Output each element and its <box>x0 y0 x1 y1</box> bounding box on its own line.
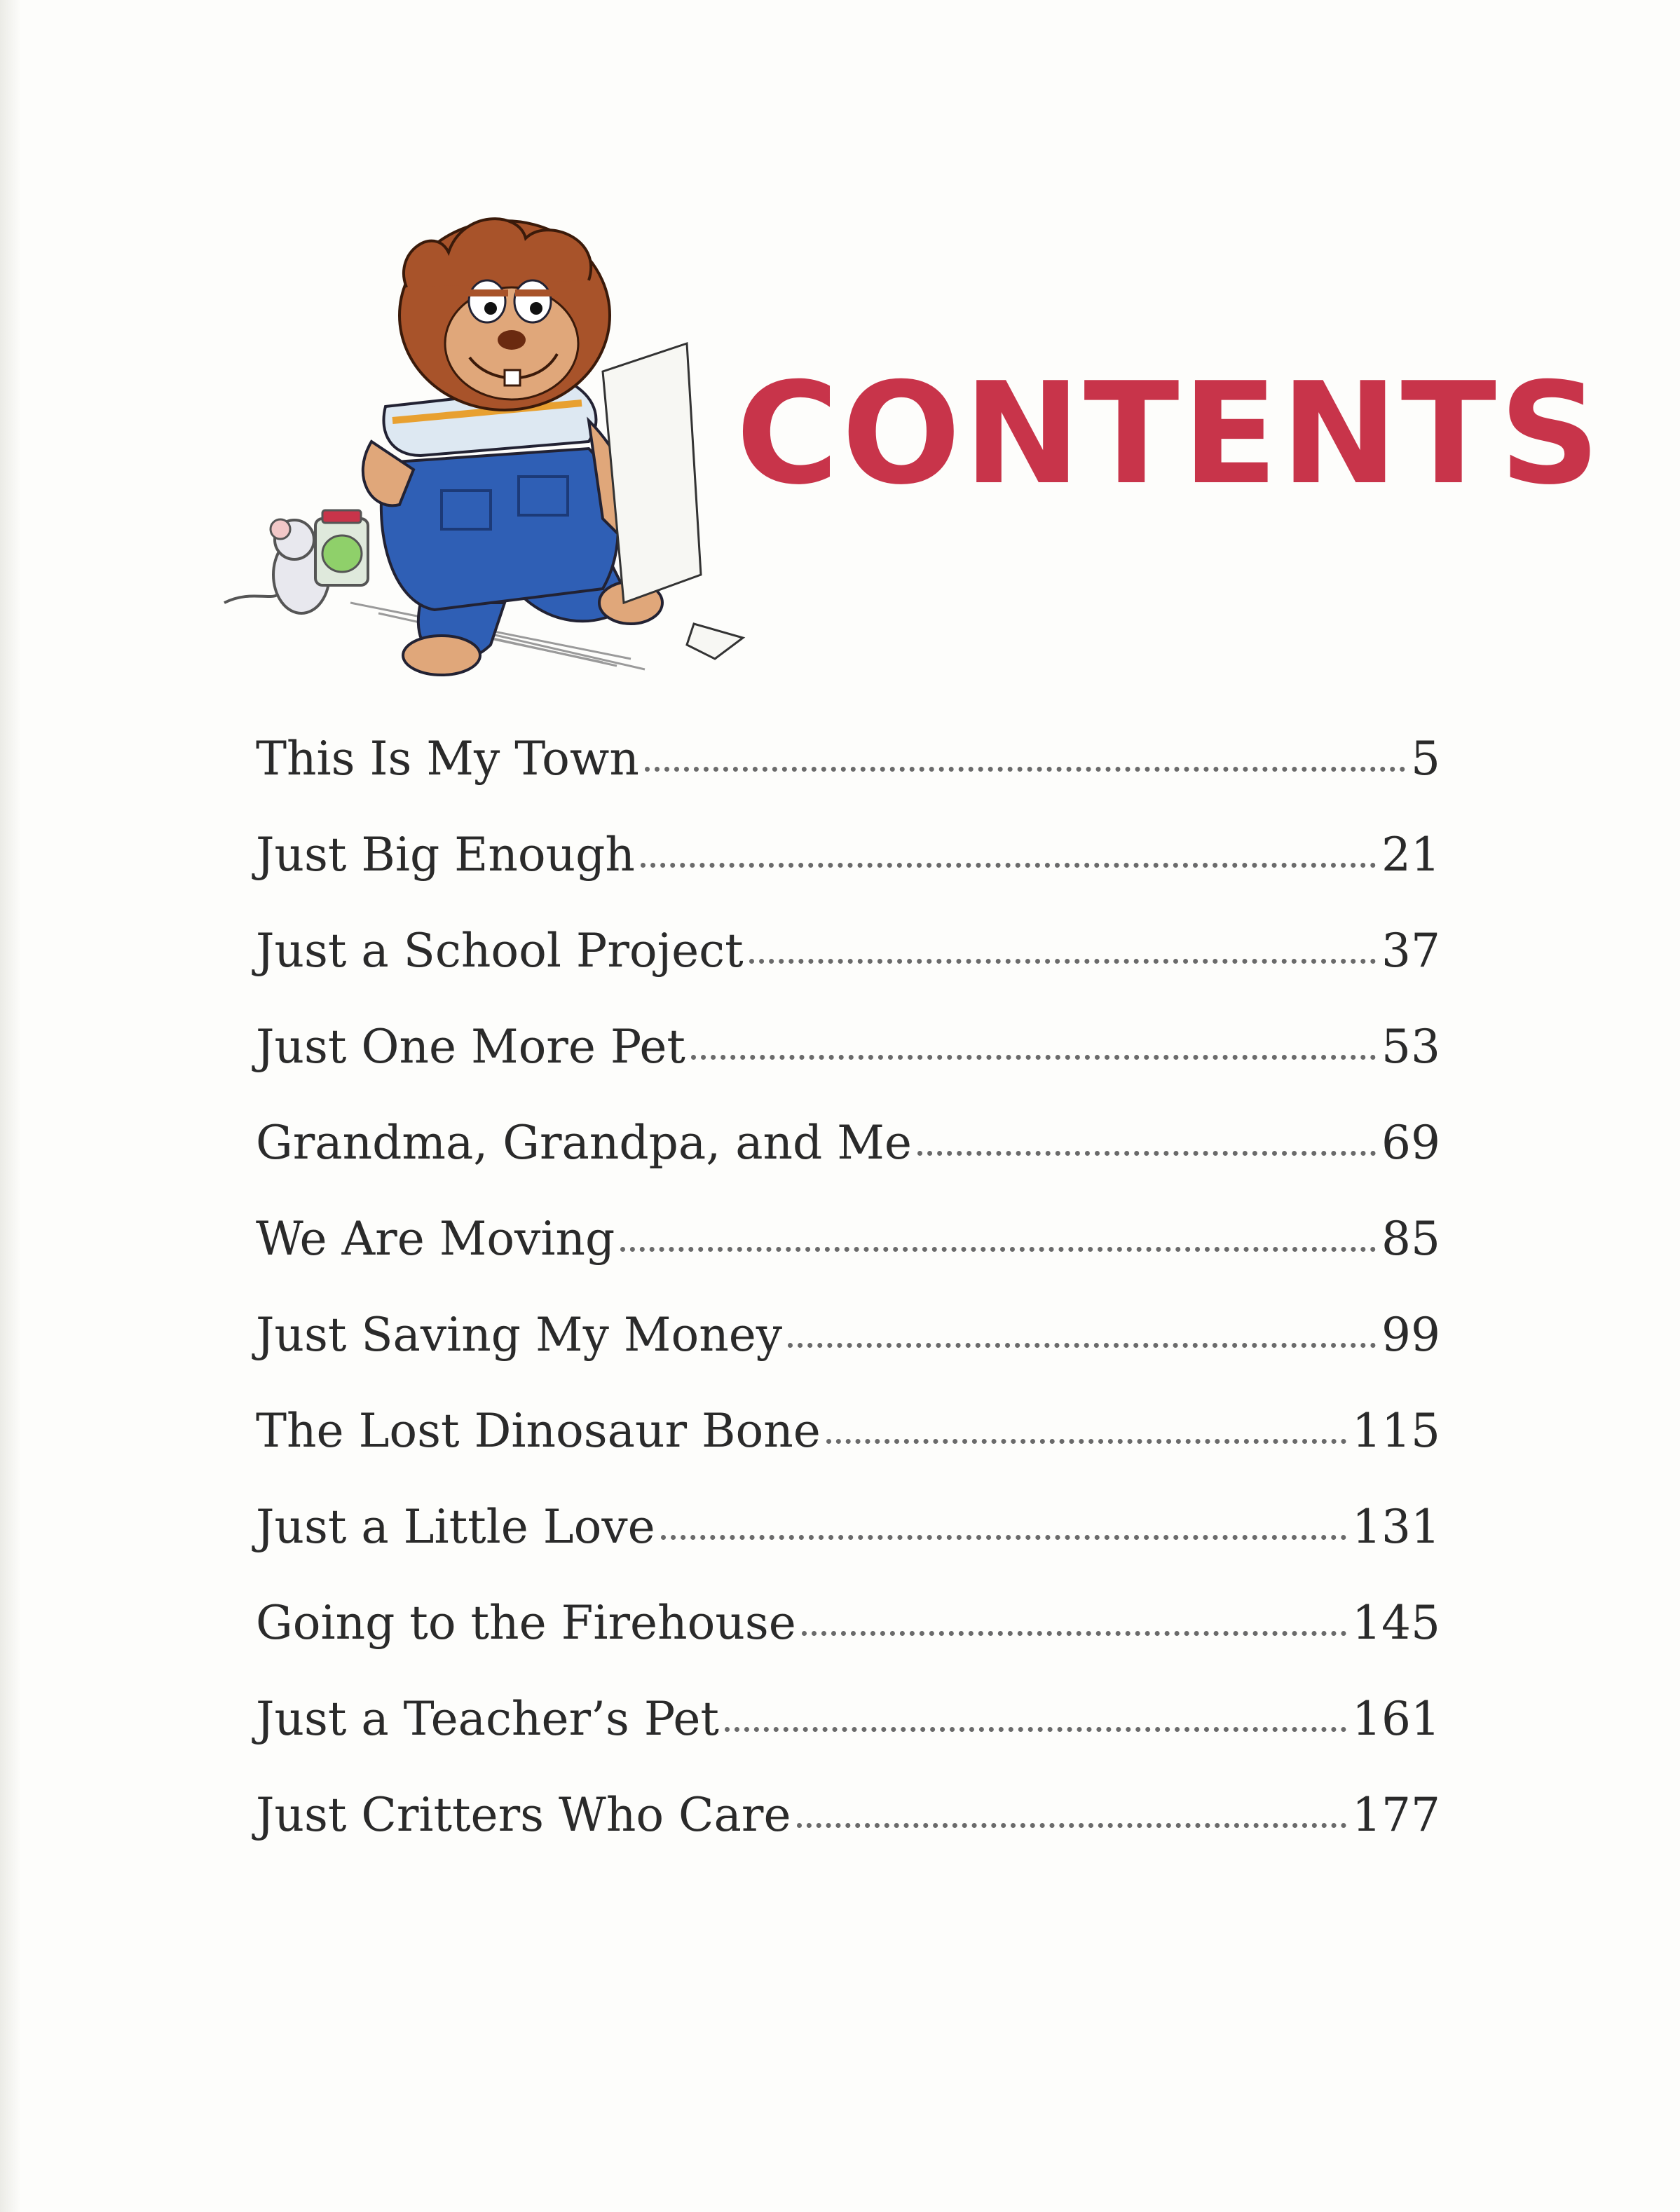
toc-entry <box>256 828 1440 928</box>
toc-dot-leader <box>917 1151 1376 1156</box>
toc-entry-title: Just a Little Love <box>256 1500 655 1554</box>
toc-entry-page-number: 5 <box>1411 732 1440 786</box>
toc-dot-leader <box>826 1439 1346 1444</box>
toc-entry <box>256 1596 1440 1696</box>
toc-entry-page-number: 131 <box>1352 1500 1440 1554</box>
toc-dot-leader <box>661 1535 1346 1540</box>
toc-entry-page-number: 145 <box>1352 1596 1440 1650</box>
toc-entry-title: Just Big Enough <box>256 828 635 882</box>
toc-dot-leader <box>645 767 1405 772</box>
page-title: CONTENTS <box>736 353 1604 516</box>
table-of-contents <box>256 732 1440 1888</box>
toc-entry-title: The Lost Dinosaur Bone <box>256 1404 821 1458</box>
critter-character-icon <box>210 210 771 687</box>
toc-entry-page-number: 69 <box>1381 1116 1440 1170</box>
toc-entry-title: This Is My Town <box>256 732 639 786</box>
toc-entry-title: Going to the Firehouse <box>256 1596 796 1650</box>
toc-entry-title: We Are Moving <box>256 1212 615 1266</box>
critter-illustration <box>210 210 771 687</box>
toc-dot-leader <box>691 1055 1376 1060</box>
toc-entry-page-number: 115 <box>1352 1404 1440 1458</box>
toc-dot-leader <box>802 1631 1346 1636</box>
toc-entry <box>256 1404 1440 1504</box>
toc-dot-leader <box>788 1343 1376 1348</box>
toc-entry-title: Just One More Pet <box>256 1020 685 1074</box>
toc-entry-title: Grandma, Grandpa, and Me <box>256 1116 912 1170</box>
toc-entry-page-number: 37 <box>1381 924 1440 978</box>
toc-entry <box>256 732 1440 832</box>
toc-entry-page-number: 161 <box>1352 1692 1440 1746</box>
toc-entry-title: Just a Teacher’s Pet <box>256 1692 719 1746</box>
toc-dot-leader <box>797 1823 1347 1828</box>
toc-entry-page-number: 53 <box>1381 1020 1440 1074</box>
toc-entry-page-number: 21 <box>1381 828 1440 882</box>
toc-entry <box>256 1116 1440 1216</box>
toc-entry <box>256 1020 1440 1120</box>
toc-entry-page-number: 85 <box>1381 1212 1440 1266</box>
toc-dot-leader <box>641 863 1376 868</box>
toc-entry-title: Just a School Project <box>256 924 744 978</box>
toc-entry-title: Just Saving My Money <box>256 1308 783 1362</box>
toc-entry <box>256 1212 1440 1312</box>
toc-dot-leader <box>620 1247 1376 1252</box>
toc-dot-leader <box>749 959 1376 964</box>
toc-entry <box>256 1692 1440 1792</box>
page-edge-shadow <box>0 0 21 2212</box>
toc-entry <box>256 1308 1440 1408</box>
toc-entry-page-number: 99 <box>1381 1308 1440 1362</box>
toc-entry-title: Just Critters Who Care <box>256 1788 791 1842</box>
toc-dot-leader <box>725 1727 1346 1732</box>
toc-entry <box>256 1500 1440 1600</box>
toc-entry <box>256 924 1440 1024</box>
toc-entry-page-number: 177 <box>1352 1788 1440 1842</box>
toc-entry <box>256 1788 1440 1888</box>
